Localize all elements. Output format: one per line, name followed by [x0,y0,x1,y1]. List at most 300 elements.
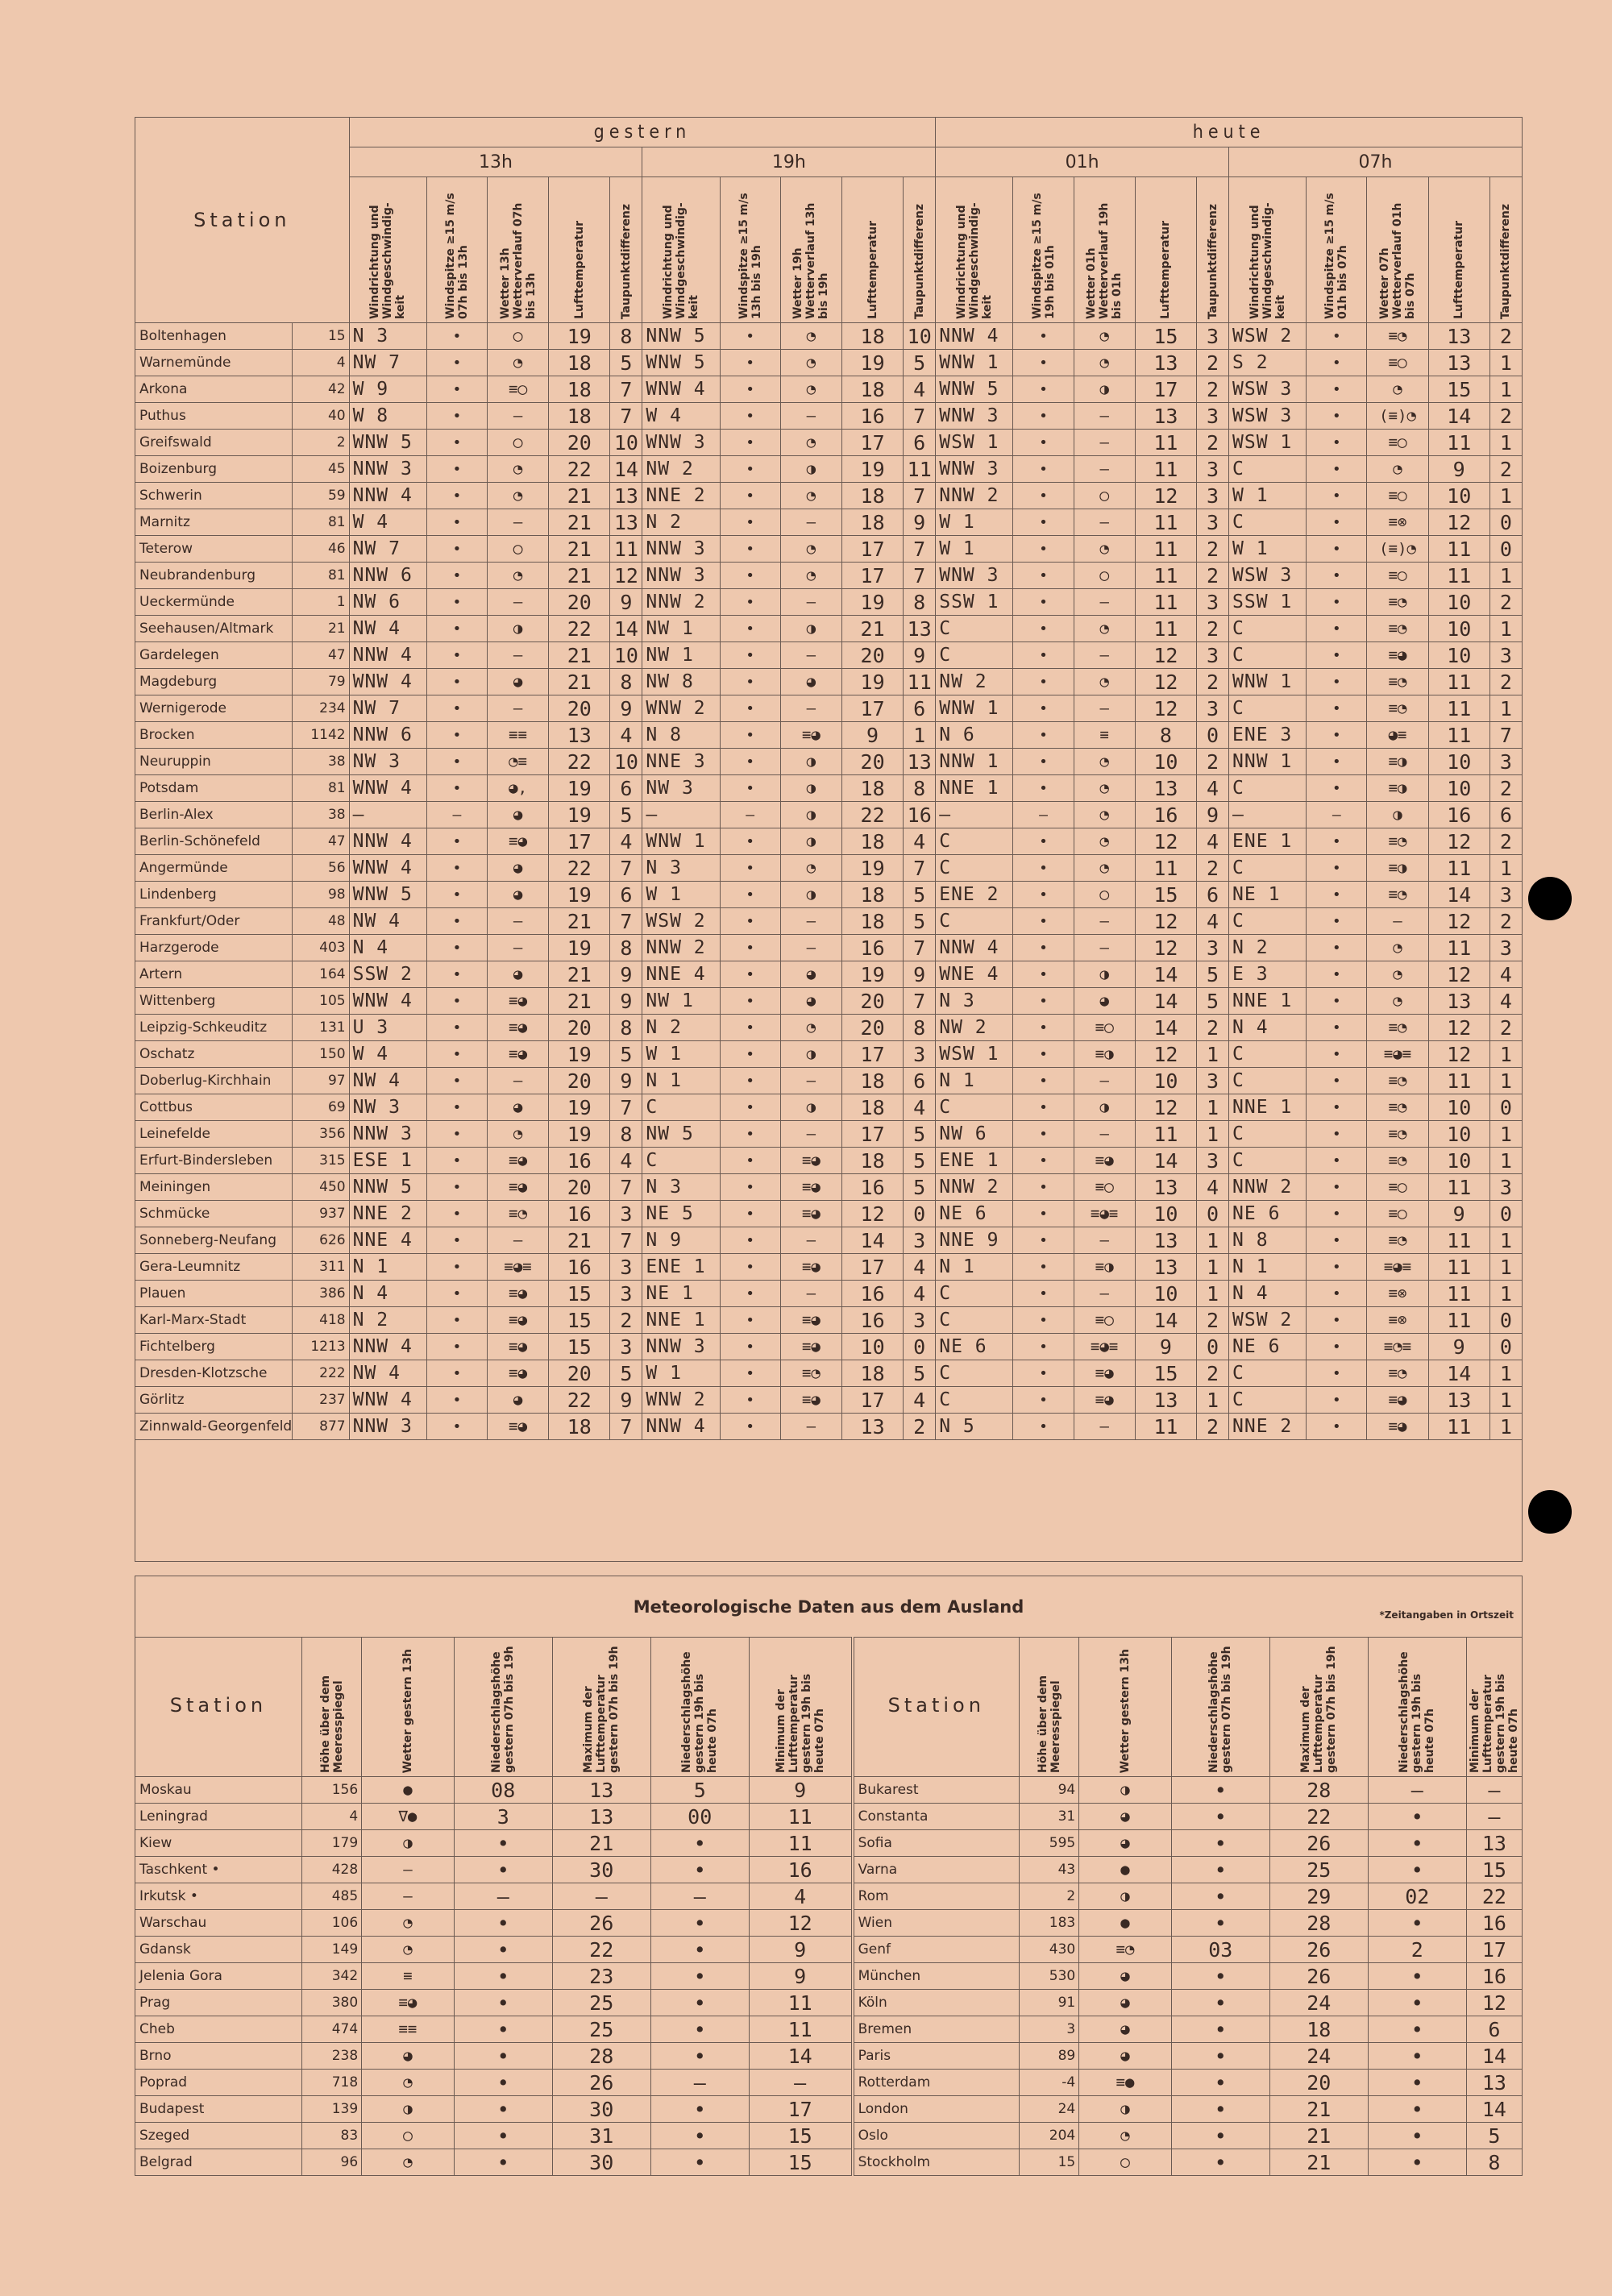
ausland-max-left: 23 [552,1963,650,1990]
wind-01: NNW 1 [936,749,1013,775]
wetter-01: – [1074,642,1135,669]
temperatur-19: 20 [841,642,903,669]
wetter-07: ≡◯ [1367,350,1428,376]
temperatur-13: 18 [549,376,610,403]
station-row [135,483,1523,509]
wind-13: N 4 [349,935,426,961]
wind-01: WNW 3 [936,563,1013,589]
taupunkt-19: 7 [904,855,936,882]
ausland-hoehe-right: 91 [1019,1990,1078,2016]
wind-01: WNW 3 [936,403,1013,430]
taupunkt-13: 2 [610,1307,642,1334]
windspitze-13: • [426,430,487,456]
windspitze-07: • [1307,828,1367,855]
wind-01: NNW 2 [936,1174,1013,1201]
wetter-07: ◑ [1367,802,1428,828]
station-name: Zinnwald-Georgenfeld [135,1414,293,1440]
wind-13: NW 6 [349,589,426,616]
station-row [135,376,1523,403]
station-name: Artern [135,961,293,988]
windspitze-01: • [1013,1414,1074,1440]
wetter-19: ◑ [780,1094,841,1121]
station-row [135,1360,1523,1387]
wind-13: NW 3 [349,1094,426,1121]
wind-13: NW 7 [349,536,426,563]
temperatur-07: 12 [1428,828,1489,855]
station-name: Boizenburg [135,456,293,483]
taupunkt-01: 3 [1196,483,1228,509]
ausland-wetter-right: ◔ [1079,2123,1172,2149]
taupunkt-01: 3 [1196,695,1228,722]
station-height: 403 [293,935,349,961]
station-height: 418 [293,1307,349,1334]
wetter-07: ≡◔ [1367,1227,1428,1254]
windspitze-07: • [1307,1068,1367,1094]
ausland-col-wetter-right: Wetter gestern 13h [1079,1638,1172,1777]
wind-01: C [936,1307,1013,1334]
ausland-name-left: Kiew [135,1830,302,1857]
ausland-max-right: 28 [1269,1777,1368,1804]
temperatur-19: 18 [841,483,903,509]
station-row [135,1227,1523,1254]
ausland-col-max-left: Maximum der Lufttemperatur gestern 07h bis 19h [552,1638,650,1777]
wind-13: W 8 [349,403,426,430]
wind-07: C [1229,908,1307,935]
wetter-07: ≡◔ [1367,323,1428,350]
wetter-07: ≡◔ [1367,616,1428,642]
wetter-07: ◔ [1367,376,1428,403]
station-row [135,802,1523,828]
taupunkt-07: 1 [1489,563,1522,589]
ausland-row [135,2123,1523,2149]
taupunkt-01: 2 [1196,855,1228,882]
ausland-min-left: 9 [749,1963,852,1990]
wind-13: NNW 6 [349,563,426,589]
taupunkt-01: 1 [1196,1094,1228,1121]
station-row [135,1015,1523,1041]
windspitze-01: • [1013,589,1074,616]
ausland-nieder1-left: • [454,1910,552,1937]
wind-19: N 1 [642,1068,720,1094]
ausland-hoehe-right: 183 [1019,1910,1078,1937]
windspitze-19: • [720,642,780,669]
wind-19: NNW 3 [642,563,720,589]
taupunkt-19: 8 [904,589,936,616]
windspitze-07: • [1307,403,1367,430]
ausland-max-right: 29 [1269,1883,1368,1910]
windspitze-13: • [426,616,487,642]
taupunkt-01: 2 [1196,430,1228,456]
station-height: 222 [293,1360,349,1387]
taupunkt-19: 7 [904,563,936,589]
wind-07: NNE 1 [1229,988,1307,1015]
wetter-07: ◔ [1367,935,1428,961]
temperatur-13: 19 [549,1041,610,1068]
windspitze-07: • [1307,376,1367,403]
taupunkt-07: 4 [1489,961,1522,988]
wetter-13: ◯ [488,430,549,456]
taupunkt-13: 9 [610,1387,642,1414]
station-name: Schmücke [135,1201,293,1227]
temperatur-19: 22 [841,802,903,828]
wind-01: C [936,855,1013,882]
taupunkt-19: 13 [904,749,936,775]
temperatur-07: 11 [1428,536,1489,563]
wind-19: WNW 3 [642,430,720,456]
temperatur-13: 22 [549,1387,610,1414]
wind-13: NNW 3 [349,1121,426,1148]
wind-19: ENE 1 [642,1254,720,1281]
station-name: Dresden-Klotzsche [135,1360,293,1387]
wetter-07: ≡◕ [1367,1387,1428,1414]
ausland-min-right: – [1466,1804,1522,1830]
temperatur-01: 12 [1135,695,1196,722]
wetter-13: ≡◕ [488,1307,549,1334]
taupunkt-07: 1 [1489,1041,1522,1068]
temperatur-19: 13 [841,1414,903,1440]
windspitze-07: • [1307,1227,1367,1254]
windspitze-07: • [1307,1360,1367,1387]
ausland-row [135,1857,1523,1883]
wetter-07: ≡◕≡ [1367,1041,1428,1068]
ausland-min-left: 16 [749,1857,852,1883]
wetter-01: ≡◕ [1074,1387,1135,1414]
temperatur-07: 9 [1428,1201,1489,1227]
temperatur-13: 21 [549,669,610,695]
temperatur-19: 16 [841,935,903,961]
wetter-01: ◔ [1074,828,1135,855]
windspitze-13: • [426,695,487,722]
station-height: 150 [293,1041,349,1068]
windspitze-01: • [1013,616,1074,642]
wind-13: NW 3 [349,749,426,775]
taupunkt-13: 7 [610,908,642,935]
wind-01: N 5 [936,1414,1013,1440]
ausland-station-header-left: Station [135,1638,302,1777]
ausland-nieder1-right: • [1171,1804,1269,1830]
time-01h: 01h [936,147,1229,177]
wind-01: C [936,828,1013,855]
ausland-title: Meteorologische Daten aus dem Ausland [633,1596,1024,1617]
windspitze-01: • [1013,988,1074,1015]
wind-19: N 2 [642,1015,720,1041]
station-name: Harzgerode [135,935,293,961]
temperatur-01: 12 [1135,935,1196,961]
wind-19: WNW 5 [642,350,720,376]
wind-07: WSW 2 [1229,1307,1307,1334]
wind-19: NW 2 [642,456,720,483]
windspitze-01: • [1013,1121,1074,1148]
taupunkt-01: 9 [1196,802,1228,828]
taupunkt-13: 14 [610,456,642,483]
ausland-max-right: 21 [1269,2149,1368,2176]
temperatur-01: 13 [1135,350,1196,376]
ausland-name-left: Warschau [135,1910,302,1937]
taupunkt-19: 0 [904,1334,936,1360]
temperatur-07: 9 [1428,1334,1489,1360]
windspitze-13: • [426,961,487,988]
temperatur-01: 10 [1135,1068,1196,1094]
wind-13: NNW 5 [349,1174,426,1201]
wind-13: NW 4 [349,1068,426,1094]
temperatur-19: 18 [841,828,903,855]
windspitze-13: • [426,1307,487,1334]
wind-01: NE 6 [936,1334,1013,1360]
taupunkt-19: 5 [904,908,936,935]
station-height: 4 [293,350,349,376]
station-height: 59 [293,483,349,509]
temperatur-19: 18 [841,1360,903,1387]
taupunkt-19: 7 [904,536,936,563]
taupunkt-13: 8 [610,669,642,695]
ausland-name-right: Constanta [853,1804,1020,1830]
temperatur-13: 16 [549,1201,610,1227]
taupunkt-13: 9 [610,1068,642,1094]
wetter-13: ◕ [488,855,549,882]
wetter-07: ≡◔ [1367,669,1428,695]
temperatur-01: 11 [1135,616,1196,642]
wetter-19: ◔ [780,323,841,350]
wetter-01: ≡◕≡ [1074,1201,1135,1227]
station-name: Neubrandenburg [135,563,293,589]
taupunkt-01: 5 [1196,988,1228,1015]
station-name: Görlitz [135,1387,293,1414]
temperatur-07: 16 [1428,802,1489,828]
ausland-max-right: 18 [1269,2016,1368,2043]
windspitze-07: • [1307,1307,1367,1334]
temperatur-07: 10 [1428,589,1489,616]
ausland-name-right: Stockholm [853,2149,1020,2176]
temperatur-07: 13 [1428,1387,1489,1414]
windspitze-01: • [1013,828,1074,855]
wind-01: C [936,1281,1013,1307]
wetter-13: ◕ [488,882,549,908]
wetter-07: ◔ [1367,988,1428,1015]
ausland-nieder2-left: – [650,2070,749,2096]
windspitze-01: • [1013,350,1074,376]
windspitze-13: • [426,509,487,536]
windspitze-01: • [1013,1041,1074,1068]
wind-13: WNW 4 [349,669,426,695]
wind-01: WNW 3 [936,456,1013,483]
ausland-min-right: 13 [1466,2070,1522,2096]
station-row [135,1174,1523,1201]
wind-19: N 9 [642,1227,720,1254]
station-height: 98 [293,882,349,908]
wind-01: NNW 4 [936,323,1013,350]
time-13h: 13h [349,147,642,177]
station-height: 1142 [293,722,349,749]
wetter-07: ≡◔ [1367,882,1428,908]
wetter-07: ≡◔ [1367,1068,1428,1094]
ausland-wetter-left: ◑ [362,2096,455,2123]
windspitze-19: • [720,828,780,855]
ausland-nieder1-left: • [454,2016,552,2043]
taupunkt-19: 10 [904,323,936,350]
windspitze-19: • [720,1281,780,1307]
wind-13: NW 7 [349,350,426,376]
wind-07: WSW 2 [1229,323,1307,350]
wind-07: E 3 [1229,961,1307,988]
ausland-hoehe-left: 179 [301,1830,361,1857]
wetter-01: ◔ [1074,323,1135,350]
windspitze-13: • [426,1281,487,1307]
taupunkt-01: 2 [1196,1307,1228,1334]
wind-01: N 3 [936,988,1013,1015]
wind-19: NW 8 [642,669,720,695]
wind-13: NNW 6 [349,722,426,749]
wetter-13: ≡◕ [488,1148,549,1174]
temperatur-01: 10 [1135,1201,1196,1227]
windspitze-07: • [1307,935,1367,961]
wetter-13: – [488,908,549,935]
taupunkt-01: 3 [1196,323,1228,350]
ausland-name-left: Taschkent • [135,1857,302,1883]
temperatur-01: 16 [1135,802,1196,828]
windspitze-19: • [720,430,780,456]
wind-13: NNW 4 [349,642,426,669]
wetter-19: ◕ [780,669,841,695]
taupunkt-19: 4 [904,1094,936,1121]
windspitze-19: • [720,509,780,536]
taupunkt-01: 2 [1196,616,1228,642]
ausland-wetter-right: ◕ [1079,2016,1172,2043]
wind-01: N 6 [936,722,1013,749]
wind-07: C [1229,509,1307,536]
windspitze-13: • [426,1148,487,1174]
ausland-nieder1-right: • [1171,2123,1269,2149]
ausland-wetter-left: ≡◕ [362,1990,455,2016]
wind-13: N 3 [349,323,426,350]
wetter-13: – [488,1227,549,1254]
windspitze-01: • [1013,483,1074,509]
temperatur-01: 11 [1135,563,1196,589]
wetter-07: ≡◔ [1367,589,1428,616]
wetter-19: ◔ [780,376,841,403]
ausland-max-left: 22 [552,1937,650,1963]
taupunkt-07: 1 [1489,376,1522,403]
taupunkt-13: 10 [610,430,642,456]
windspitze-07: • [1307,350,1367,376]
wetter-07: ≡◯ [1367,1201,1428,1227]
temperatur-19: 21 [841,616,903,642]
wetter-01: ◔ [1074,749,1135,775]
wind-19: W 1 [642,1041,720,1068]
wind-01: WSW 1 [936,430,1013,456]
windspitze-13: • [426,1041,487,1068]
station-row [135,350,1523,376]
wetter-13: ≡◕ [488,1015,549,1041]
temperatur-19: 18 [841,908,903,935]
station-height: 15 [293,323,349,350]
ausland-nieder2-left: • [650,2149,749,2176]
col-temp-07: Lufttemperatur [1428,177,1489,323]
ausland-hoehe-left: 474 [301,2016,361,2043]
station-name: Seehausen/Altmark [135,616,293,642]
ausland-max-left: 25 [552,2016,650,2043]
taupunkt-01: 0 [1196,722,1228,749]
wind-07: C [1229,1041,1307,1068]
ausland-hoehe-right: 3 [1019,2016,1078,2043]
ausland-wetter-right: ◕ [1079,1963,1172,1990]
temperatur-19: 17 [841,563,903,589]
ausland-hoehe-left: 718 [301,2070,361,2096]
taupunkt-19: 11 [904,456,936,483]
taupunkt-01: 3 [1196,403,1228,430]
ausland-nieder1-right: • [1171,1857,1269,1883]
wind-07: C [1229,1068,1307,1094]
windspitze-01: • [1013,961,1074,988]
ausland-nieder2-right: 02 [1368,1883,1466,1910]
taupunkt-07: 2 [1489,403,1522,430]
ausland-wetter-right: ◯ [1079,2149,1172,2176]
taupunkt-13: 6 [610,775,642,802]
taupunkt-19: 3 [904,1307,936,1334]
taupunkt-01: 0 [1196,1334,1228,1360]
windspitze-01: • [1013,1360,1074,1387]
gestern-header: gestern [349,118,936,147]
windspitze-13: • [426,1015,487,1041]
wind-19: W 1 [642,1360,720,1387]
wetter-19: ◑ [780,828,841,855]
station-name: Ueckermünde [135,589,293,616]
wetter-19: ◕ [780,961,841,988]
station-row [135,509,1523,536]
taupunkt-13: 4 [610,828,642,855]
ausland-wetter-right: ◕ [1079,1830,1172,1857]
temperatur-13: 20 [549,589,610,616]
windspitze-01: • [1013,1334,1074,1360]
wetter-13: ◔ [488,1121,549,1148]
wetter-19: ◑ [780,749,841,775]
temperatur-07: 11 [1428,935,1489,961]
wetter-13: ◔ [488,483,549,509]
temperatur-07: 12 [1428,1041,1489,1068]
wetter-19: – [780,642,841,669]
ausland-max-right: 24 [1269,1990,1368,2016]
ausland-max-right: 21 [1269,2096,1368,2123]
windspitze-01: • [1013,935,1074,961]
station-height: 450 [293,1174,349,1201]
wind-07: N 8 [1229,1227,1307,1254]
ausland-wetter-left: ◑ [362,1830,455,1857]
taupunkt-19: 1 [904,722,936,749]
station-height: 47 [293,828,349,855]
temperatur-13: 20 [549,430,610,456]
wind-19: NNE 1 [642,1307,720,1334]
station-height: 38 [293,802,349,828]
wind-07: C [1229,695,1307,722]
wind-07: WSW 3 [1229,376,1307,403]
windspitze-19: • [720,669,780,695]
ausland-wetter-left: ◯ [362,2123,455,2149]
station-height: 40 [293,403,349,430]
temperatur-07: 10 [1428,1121,1489,1148]
temperatur-19: 19 [841,456,903,483]
ausland-name-right: Sofia [853,1830,1020,1857]
wetter-07: ≡◯ [1367,1174,1428,1201]
windspitze-01: • [1013,509,1074,536]
windspitze-01: • [1013,908,1074,935]
station-height: 38 [293,749,349,775]
taupunkt-19: 5 [904,1148,936,1174]
temperatur-19: 18 [841,882,903,908]
taupunkt-19: 6 [904,430,936,456]
taupunkt-13: 4 [610,722,642,749]
temperatur-19: 18 [841,1094,903,1121]
windspitze-01: • [1013,1227,1074,1254]
wetter-07: ≡◕ [1367,642,1428,669]
